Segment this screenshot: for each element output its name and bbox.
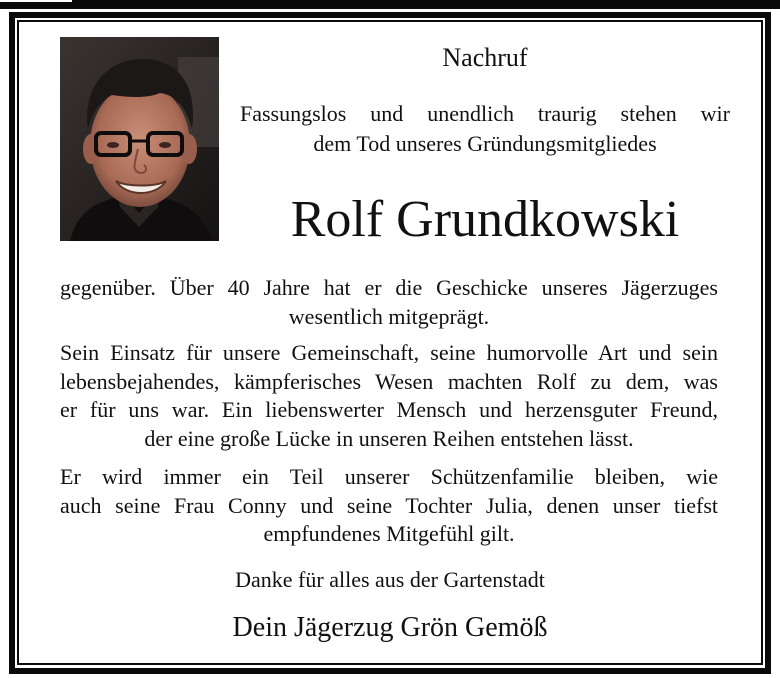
portrait-photo [60, 37, 219, 241]
signature: Dein Jägerzug Grön Gemöß [232, 612, 548, 643]
paragraph-1 [60, 274, 718, 331]
intro-line: dem Tod unseres Gründungsmitgliedes [313, 131, 657, 156]
paragraph-line: er für uns war. Ein liebenswerter Mensch und herzensguter Freund, [60, 397, 718, 422]
paragraph-line: Sein Einsatz für unsere Gemeinschaft, seine humorvolle Art und sein [60, 340, 718, 365]
paragraph-line: wesentlich mitgeprägt. [288, 303, 490, 329]
paragraph-line: lebensbejahendes, kämpferisches Wesen machten Rolf zu dem, was [60, 368, 718, 394]
paragraph-line: empfundenes Mitgefühl gilt. [263, 521, 515, 546]
paragraph-2 [60, 339, 718, 453]
intro-text [240, 99, 730, 159]
deceased-name: Rolf Grundkowski [290, 191, 680, 248]
top-border-bar [0, 0, 780, 9]
thanks-line: Danke für alles aus der Gartenstadt [235, 567, 545, 592]
paragraph-line: der eine große Lücke in unseren Reihen entstehen lässt. [144, 425, 634, 451]
paragraph-3 [60, 463, 718, 549]
top-border-gap [0, 0, 72, 2]
paragraph-line: gegenüber. Über 40 Jahre hat er die Geschicke unseres Jägerzuges [60, 275, 718, 300]
obituary-heading: Nachruf [442, 43, 528, 72]
paragraph-line: auch seine Frau Conny und seine Tochter Julia, denen unser tiefst [60, 492, 718, 518]
paragraph-line: Er wird immer ein Teil unserer Schützenfamilie bleiben, wie [60, 464, 718, 489]
intro-line: Fassungslos und unendlich traurig stehen wir [240, 101, 730, 126]
